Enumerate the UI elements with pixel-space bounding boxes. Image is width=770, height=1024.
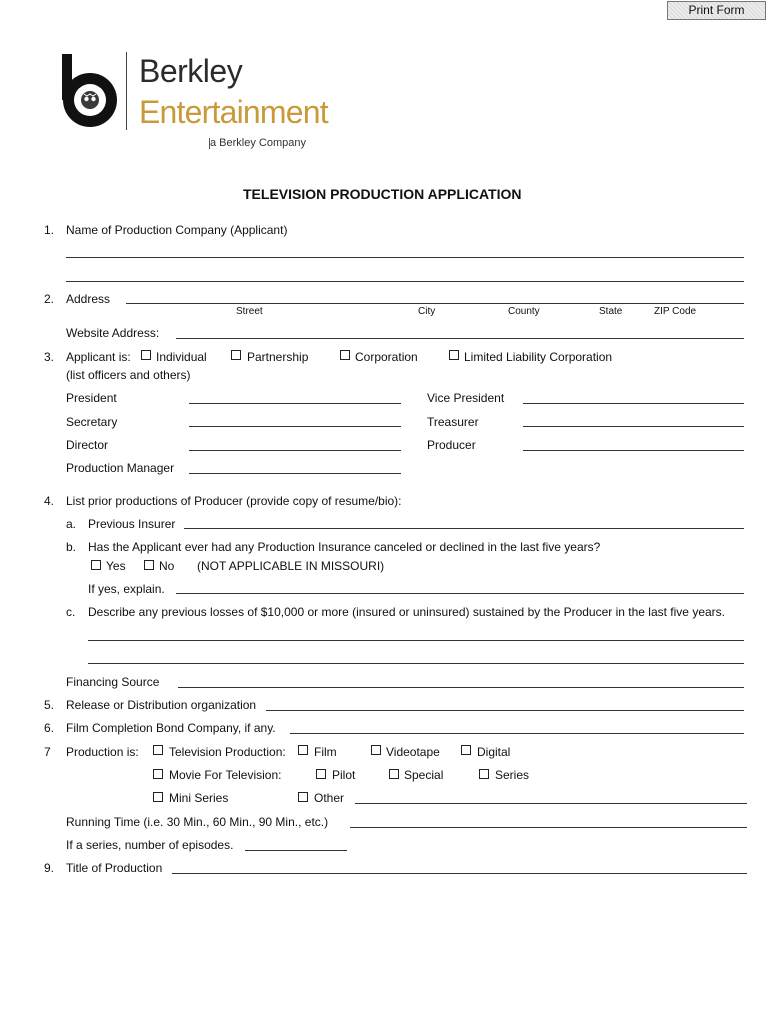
tv-production-label: Television Production: bbox=[169, 745, 286, 759]
llc-label: Limited Liability Corporation bbox=[464, 350, 613, 364]
previous-insurer-input-line[interactable] bbox=[184, 528, 744, 529]
production-title-input-line[interactable] bbox=[172, 873, 747, 874]
street-sublabel: Street bbox=[236, 306, 263, 317]
logo-tagline: a Berkley Company bbox=[210, 137, 306, 149]
running-time-label: Running Time (i.e. 30 Min., 60 Min., 90 Min., etc.) bbox=[66, 815, 329, 829]
state-sublabel: State bbox=[599, 306, 623, 317]
financing-source-label: Financing Source bbox=[66, 675, 160, 689]
q2-label: Address bbox=[66, 292, 111, 306]
page-title: TELEVISION PRODUCTION APPLICATION bbox=[243, 186, 522, 202]
q1-label: Name of Production Company (Applicant) bbox=[66, 223, 288, 237]
q7-label: Production is: bbox=[66, 745, 139, 759]
previous-insurer-label: Previous Insurer bbox=[88, 517, 176, 531]
film-checkbox[interactable] bbox=[298, 745, 308, 755]
president-input-line[interactable] bbox=[189, 403, 401, 404]
episodes-label: If a series, number of episodes. bbox=[66, 838, 234, 852]
secretary-label: Secretary bbox=[66, 415, 118, 429]
canceled-no-label: No bbox=[159, 559, 175, 573]
logo-entertainment-text: Entertainment bbox=[139, 94, 328, 130]
series-checkbox[interactable] bbox=[479, 769, 489, 779]
partnership-checkbox[interactable] bbox=[231, 350, 241, 360]
q6-label: Film Completion Bond Company, if any. bbox=[66, 721, 276, 735]
vice-president-label: Vice President bbox=[427, 391, 505, 405]
q1-number: 1. bbox=[44, 223, 55, 237]
q4c-letter: c. bbox=[66, 605, 76, 619]
if-yes-explain-input-line[interactable] bbox=[176, 593, 744, 594]
mini-series-label: Mini Series bbox=[169, 791, 229, 805]
secretary-input-line[interactable] bbox=[189, 426, 401, 427]
vice-president-input-line[interactable] bbox=[523, 403, 744, 404]
episodes-input-line[interactable] bbox=[245, 850, 347, 851]
q1-input-line-1[interactable] bbox=[66, 257, 744, 258]
videotape-label: Videotape bbox=[386, 745, 440, 759]
series-label: Series bbox=[495, 768, 530, 782]
q4b-label: Has the Applicant ever had any Production Insurance canceled or declined in the last five years? bbox=[88, 540, 601, 554]
pilot-label: Pilot bbox=[332, 768, 356, 782]
distribution-org-input-line[interactable] bbox=[266, 710, 744, 711]
canceled-yes-label: Yes bbox=[106, 559, 126, 573]
director-label: Director bbox=[66, 438, 109, 452]
q3-label: Applicant is: bbox=[66, 350, 131, 364]
q4c-label: Describe any previous losses of $10,000 or more (insured or uninsured) sustained by the Producer in the last five years. bbox=[88, 605, 725, 619]
other-label: Other bbox=[314, 791, 345, 805]
q9-number: 9. bbox=[44, 861, 55, 875]
address-input-line[interactable] bbox=[126, 303, 744, 304]
partnership-label: Partnership bbox=[247, 350, 309, 364]
q3-number: 3. bbox=[44, 350, 55, 364]
canceled-yes-checkbox[interactable] bbox=[91, 560, 101, 570]
q4-number: 4. bbox=[44, 494, 55, 508]
running-time-input-line[interactable] bbox=[350, 827, 747, 828]
city-sublabel: City bbox=[418, 306, 436, 317]
llc-checkbox[interactable] bbox=[449, 350, 459, 360]
director-input-line[interactable] bbox=[189, 450, 401, 451]
film-label: Film bbox=[314, 745, 337, 759]
movie-tv-checkbox[interactable] bbox=[153, 769, 163, 779]
q2-number: 2. bbox=[44, 292, 55, 306]
completion-bond-input-line[interactable] bbox=[290, 733, 744, 734]
production-manager-label: Production Manager bbox=[66, 461, 175, 475]
zip-sublabel: ZIP Code bbox=[654, 306, 697, 317]
q5-label: Release or Distribution organization bbox=[66, 698, 257, 712]
treasurer-input-line[interactable] bbox=[523, 426, 744, 427]
special-label: Special bbox=[404, 768, 444, 782]
individual-label: Individual bbox=[156, 350, 207, 364]
website-input-line[interactable] bbox=[176, 338, 744, 339]
county-sublabel: County bbox=[508, 306, 540, 317]
logo-divider bbox=[126, 52, 127, 130]
previous-losses-input-line-2[interactable] bbox=[88, 663, 744, 664]
other-checkbox[interactable] bbox=[298, 792, 308, 802]
not-applicable-missouri-note: (NOT APPLICABLE IN MISSOURI) bbox=[197, 559, 385, 573]
corporation-checkbox[interactable] bbox=[340, 350, 350, 360]
canceled-no-checkbox[interactable] bbox=[144, 560, 154, 570]
if-yes-explain-label: If yes, explain. bbox=[88, 582, 165, 596]
special-checkbox[interactable] bbox=[389, 769, 399, 779]
q1-input-line-2[interactable] bbox=[66, 281, 744, 282]
q4-label: List prior productions of Producer (provide copy of resume/bio): bbox=[66, 494, 402, 508]
producer-label: Producer bbox=[427, 438, 476, 452]
digital-label: Digital bbox=[477, 745, 511, 759]
previous-losses-input-line-1[interactable] bbox=[88, 640, 744, 641]
q4b-letter: b. bbox=[66, 540, 77, 554]
tagline-divider bbox=[209, 138, 210, 149]
financing-source-input-line[interactable] bbox=[178, 687, 744, 688]
treasurer-label: Treasurer bbox=[427, 415, 479, 429]
logo-berkley-text: Berkley bbox=[139, 53, 243, 89]
producer-input-line[interactable] bbox=[523, 450, 744, 451]
production-manager-input-line[interactable] bbox=[189, 473, 401, 474]
pilot-checkbox[interactable] bbox=[316, 769, 326, 779]
videotape-checkbox[interactable] bbox=[371, 745, 381, 755]
individual-checkbox[interactable] bbox=[141, 350, 151, 360]
q9-label: Title of Production bbox=[66, 861, 163, 875]
corporation-label: Corporation bbox=[355, 350, 418, 364]
officers-note: (list officers and others) bbox=[66, 368, 191, 382]
website-label: Website Address: bbox=[66, 326, 160, 340]
president-label: President bbox=[66, 391, 117, 405]
print-form-button[interactable]: Print Form bbox=[667, 1, 766, 20]
q5-number: 5. bbox=[44, 698, 55, 712]
mini-series-checkbox[interactable] bbox=[153, 792, 163, 802]
q4a-letter: a. bbox=[66, 517, 77, 531]
tv-production-checkbox[interactable] bbox=[153, 745, 163, 755]
q7-number: 7 bbox=[44, 745, 51, 759]
other-input-line[interactable] bbox=[355, 803, 747, 804]
digital-checkbox[interactable] bbox=[461, 745, 471, 755]
berkley-b-logo-icon bbox=[58, 54, 120, 130]
q6-number: 6. bbox=[44, 721, 55, 735]
movie-tv-label: Movie For Television: bbox=[169, 768, 282, 782]
